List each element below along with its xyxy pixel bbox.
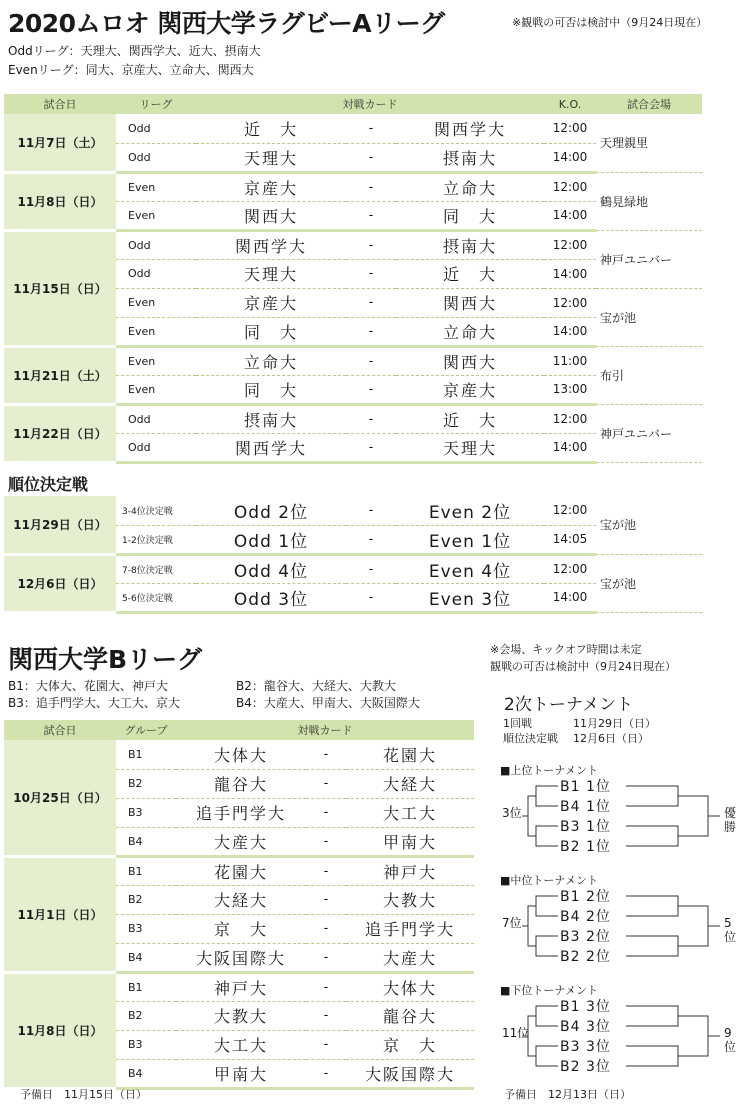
league-b-title: 関西大学Bリーグ: [8, 645, 203, 674]
league-a-schedule: [4, 94, 702, 464]
away-team: 摂南大: [396, 143, 544, 172]
group-label: B3: [116, 914, 176, 943]
league-a-groups: [8, 42, 261, 80]
away-team: 神戸大: [346, 856, 474, 885]
group-label: B4: [116, 1059, 176, 1088]
bracket-heading: ■下位トーナメント: [500, 984, 598, 997]
away-team: 同 大: [396, 201, 544, 230]
home-team: 関西学大: [196, 433, 346, 462]
header-venue: 試合会場: [596, 94, 702, 114]
league-label: Odd: [116, 230, 196, 259]
away-team: 大阪国際大: [346, 1059, 474, 1088]
away-team: 関西大: [396, 346, 544, 375]
versus-dash: -: [346, 375, 396, 404]
bracket-line: [528, 1016, 536, 1056]
home-team: 大産大: [176, 827, 306, 856]
final-date: 12月6日（日）: [573, 732, 649, 745]
away-team: 京 大: [346, 1030, 474, 1059]
versus-dash: -: [306, 943, 346, 972]
away-team: Even 2位: [396, 496, 544, 525]
b-header-card: 対戦カード: [176, 720, 474, 740]
league-b-note-2: 観戦の可否は検討中（9月24日現在）: [490, 660, 676, 673]
header-card: 対戦カード: [196, 94, 544, 114]
group-label: B2: [116, 1001, 176, 1030]
header-league: リーグ: [116, 94, 196, 114]
away-team: 追手門学大: [346, 914, 474, 943]
league-label: Even: [116, 375, 196, 404]
bracket-entry: B4 3位: [560, 1019, 611, 1035]
match-date: 12月6日（日）: [4, 554, 116, 612]
header-date: 試合日: [4, 94, 116, 114]
tournament-meta: [503, 716, 656, 746]
bracket-line: [678, 796, 708, 836]
bracket-entry: B2 1位: [560, 839, 611, 855]
league-a-title: 2020ムロオ 関西大学ラグビーAリーグ: [8, 9, 445, 38]
bracket-entry: B2 2位: [560, 949, 611, 965]
kickoff-time: 14:00: [544, 583, 596, 612]
bracket-2: [498, 982, 738, 1082]
away-team: 大経大: [346, 769, 474, 798]
venue: 神戸ユニバー: [596, 230, 702, 288]
league-label: 3-4位決定戦: [116, 496, 196, 525]
versus-dash: -: [346, 433, 396, 462]
bracket-entry: B2 3位: [560, 1059, 611, 1075]
group-b3: B3：追手門学大、大工大、京大: [8, 696, 180, 710]
table-row: [4, 114, 702, 143]
table-row: [4, 740, 474, 769]
league-label: Even: [116, 288, 196, 317]
venue: 宝が池: [596, 496, 702, 554]
versus-dash: -: [346, 496, 396, 525]
home-team: 関西大: [196, 201, 346, 230]
away-team: 天理大: [396, 433, 544, 462]
home-team: 同 大: [196, 317, 346, 346]
home-team: 花園大: [176, 856, 306, 885]
bracket-line: [536, 1046, 558, 1066]
kickoff-time: 12:00: [544, 288, 596, 317]
bracket-line: [678, 906, 708, 946]
versus-dash: -: [346, 172, 396, 201]
bracket-lines: [498, 872, 738, 972]
bracket-right-result: 9位: [724, 1026, 737, 1054]
bracket-left-result: 11位: [502, 1026, 530, 1040]
versus-dash: -: [346, 114, 396, 143]
league-b-reserve: 予備日 11月15日（日）: [20, 1088, 147, 1101]
away-team: 甲南大: [346, 827, 474, 856]
ranking-title: 順位決定戦: [8, 475, 89, 494]
final-label: 順位決定戦: [503, 732, 558, 745]
away-team: Even 3位: [396, 583, 544, 612]
match-date: 10月25日（日）: [4, 740, 116, 856]
versus-dash: -: [346, 259, 396, 288]
group-b2: B2：龍谷大、大経大、大教大: [236, 679, 396, 693]
home-team: 天理大: [196, 259, 346, 288]
bracket-line: [626, 1046, 678, 1066]
versus-dash: -: [346, 346, 396, 375]
bracket-line: [536, 1006, 558, 1026]
away-team: 京産大: [396, 375, 544, 404]
bracket-entry: B3 1位: [560, 819, 611, 835]
bracket-heading: ■中位トーナメント: [500, 874, 598, 887]
home-team: Odd 2位: [196, 496, 346, 525]
group-label: B1: [116, 972, 176, 1001]
odd-groups: Oddリーグ：天理大、関西学大、近大、摂南大: [8, 44, 261, 58]
home-team: 摂南大: [196, 404, 346, 433]
versus-dash: -: [346, 404, 396, 433]
kickoff-time: 14:00: [544, 317, 596, 346]
ranking-schedule: [4, 496, 702, 614]
bracket-line: [528, 906, 536, 946]
round1-label: 1回戦: [503, 717, 532, 730]
away-team: Even 1位: [396, 525, 544, 554]
league-label: Odd: [116, 433, 196, 462]
header-ko: K.O.: [544, 94, 596, 114]
versus-dash: -: [346, 201, 396, 230]
kickoff-time: 14:00: [544, 433, 596, 462]
table-row: [4, 856, 474, 885]
bracket-left-result: 7位: [502, 916, 522, 930]
away-team: 関西学大: [396, 114, 544, 143]
away-team: Even 4位: [396, 554, 544, 583]
bracket-line: [536, 936, 558, 956]
league-label: 5-6位決定戦: [116, 583, 196, 612]
away-team: 大体大: [346, 972, 474, 1001]
match-date: 11月8日（日）: [4, 972, 116, 1088]
versus-dash: -: [306, 769, 346, 798]
home-team: 大経大: [176, 885, 306, 914]
away-team: 立命大: [396, 172, 544, 201]
away-team: 立命大: [396, 317, 544, 346]
bracket-1: [498, 872, 738, 972]
kickoff-time: 12:00: [544, 554, 596, 583]
home-team: 関西学大: [196, 230, 346, 259]
home-team: 甲南大: [176, 1059, 306, 1088]
versus-dash: -: [346, 230, 396, 259]
home-team: 立命大: [196, 346, 346, 375]
venue: 鶴見緑地: [596, 172, 702, 230]
bracket-0: [498, 762, 738, 862]
versus-dash: -: [306, 914, 346, 943]
league-label: 1-2位決定戦: [116, 525, 196, 554]
away-team: 大教大: [346, 885, 474, 914]
even-groups: Evenリーグ：同大、京産大、立命大、関西大: [8, 63, 254, 77]
bracket-lines: [498, 982, 738, 1082]
versus-dash: -: [306, 1030, 346, 1059]
home-team: 龍谷大: [176, 769, 306, 798]
group-b4: B4：大産大、甲南大、大阪国際大: [236, 696, 420, 710]
versus-dash: -: [306, 1059, 346, 1088]
home-team: Odd 3位: [196, 583, 346, 612]
kickoff-time: 14:05: [544, 525, 596, 554]
home-team: 追手門学大: [176, 798, 306, 827]
bracket-line: [528, 796, 536, 836]
match-date: 11月21日（土）: [4, 346, 116, 404]
venue: 神戸ユニバー: [596, 404, 702, 462]
table-row: [4, 554, 702, 583]
home-team: 大阪国際大: [176, 943, 306, 972]
table-row: [4, 404, 702, 433]
home-team: 京産大: [196, 172, 346, 201]
bracket-entry: B1 3位: [560, 999, 611, 1015]
versus-dash: -: [306, 856, 346, 885]
match-date: 11月1日（日）: [4, 856, 116, 972]
group-label: B3: [116, 798, 176, 827]
kickoff-time: 13:00: [544, 375, 596, 404]
table-row: [4, 346, 702, 375]
league-label: 7-8位決定戦: [116, 554, 196, 583]
match-date: 11月22日（日）: [4, 404, 116, 462]
versus-dash: -: [306, 798, 346, 827]
match-date: 11月7日（土）: [4, 114, 116, 172]
bracket-heading: ■上位トーナメント: [500, 764, 598, 777]
kickoff-time: 12:00: [544, 230, 596, 259]
league-label: Odd: [116, 404, 196, 433]
table-row: [4, 172, 702, 201]
venue: 布引: [596, 346, 702, 404]
kickoff-time: 14:00: [544, 201, 596, 230]
home-team: 大教大: [176, 1001, 306, 1030]
group-label: B4: [116, 827, 176, 856]
venue: 宝が池: [596, 288, 702, 346]
kickoff-time: 12:00: [544, 496, 596, 525]
b-header-group: グループ: [116, 720, 176, 740]
away-team: 花園大: [346, 740, 474, 769]
group-label: B4: [116, 943, 176, 972]
league-a-note: ※観戦の可否は検討中（9月24日現在）: [512, 16, 708, 29]
away-team: 大工大: [346, 798, 474, 827]
away-team: 関西大: [396, 288, 544, 317]
home-team: 京 大: [176, 914, 306, 943]
group-label: B1: [116, 856, 176, 885]
table-row: [4, 972, 474, 1001]
bracket-line: [678, 1016, 708, 1056]
kickoff-time: 12:00: [544, 404, 596, 433]
group-label: B2: [116, 769, 176, 798]
venue: 宝が池: [596, 554, 702, 612]
group-label: B2: [116, 885, 176, 914]
versus-dash: -: [306, 972, 346, 1001]
bracket-line: [626, 786, 678, 806]
home-team: 大工大: [176, 1030, 306, 1059]
away-team: 近 大: [396, 259, 544, 288]
kickoff-time: 12:00: [544, 172, 596, 201]
group-label: B3: [116, 1030, 176, 1059]
kickoff-time: 12:00: [544, 114, 596, 143]
versus-dash: -: [306, 740, 346, 769]
kickoff-time: 11:00: [544, 346, 596, 375]
bracket-entry: B1 2位: [560, 889, 611, 905]
league-b-note-1: ※会場、キックオフ時間は未定: [490, 643, 642, 656]
bracket-entry: B4 1位: [560, 799, 611, 815]
venue: 天理親里: [596, 114, 702, 172]
bracket-right-result: 優勝: [724, 806, 737, 834]
bracket-entry: B4 2位: [560, 909, 611, 925]
match-date: 11月29日（日）: [4, 496, 116, 554]
table-row: [4, 496, 702, 525]
versus-dash: -: [306, 827, 346, 856]
versus-dash: -: [346, 525, 396, 554]
home-team: 同 大: [196, 375, 346, 404]
league-label: Odd: [116, 143, 196, 172]
round1-date: 11月29日（日）: [573, 717, 656, 730]
match-date: 11月8日（日）: [4, 172, 116, 230]
versus-dash: -: [346, 583, 396, 612]
bracket-line: [626, 826, 678, 846]
match-date: 11月15日（日）: [4, 230, 116, 346]
bracket-line: [626, 1006, 678, 1026]
b-header-date: 試合日: [4, 720, 116, 740]
away-team: 摂南大: [396, 230, 544, 259]
versus-dash: -: [346, 288, 396, 317]
bracket-entry: B3 3位: [560, 1039, 611, 1055]
bracket-entry: B3 2位: [560, 929, 611, 945]
away-team: 龍谷大: [346, 1001, 474, 1030]
tournament-title: 2次トーナメント: [504, 695, 634, 715]
home-team: Odd 1位: [196, 525, 346, 554]
home-team: 大体大: [176, 740, 306, 769]
table-row: [4, 230, 702, 259]
tournament-reserve: 予備日 12月13日（日）: [504, 1088, 631, 1101]
league-b-groups: [8, 678, 468, 712]
versus-dash: -: [306, 1001, 346, 1030]
bracket-line: [626, 936, 678, 956]
kickoff-time: 14:00: [544, 143, 596, 172]
versus-dash: -: [346, 554, 396, 583]
bracket-right-result: 5位: [724, 916, 737, 944]
away-team: 近 大: [396, 404, 544, 433]
kickoff-time: 14:00: [544, 259, 596, 288]
league-label: Odd: [116, 114, 196, 143]
league-label: Odd: [116, 259, 196, 288]
bracket-line: [536, 786, 558, 806]
home-team: 近 大: [196, 114, 346, 143]
bracket-line: [536, 826, 558, 846]
versus-dash: -: [346, 143, 396, 172]
bracket-lines: [498, 762, 738, 862]
league-label: Even: [116, 317, 196, 346]
bracket-line: [536, 896, 558, 916]
league-label: Even: [116, 346, 196, 375]
league-label: Even: [116, 201, 196, 230]
versus-dash: -: [346, 317, 396, 346]
bracket-line: [626, 896, 678, 916]
league-label: Even: [116, 172, 196, 201]
bracket-left-result: 3位: [502, 806, 522, 820]
home-team: 神戸大: [176, 972, 306, 1001]
home-team: 天理大: [196, 143, 346, 172]
group-label: B1: [116, 740, 176, 769]
home-team: 京産大: [196, 288, 346, 317]
home-team: Odd 4位: [196, 554, 346, 583]
away-team: 大産大: [346, 943, 474, 972]
versus-dash: -: [306, 885, 346, 914]
league-b-schedule: [4, 720, 474, 1090]
bracket-entry: B1 1位: [560, 779, 611, 795]
group-b1: B1：大体大、花園大、神戸大: [8, 679, 168, 693]
league-b-note: [490, 641, 676, 675]
